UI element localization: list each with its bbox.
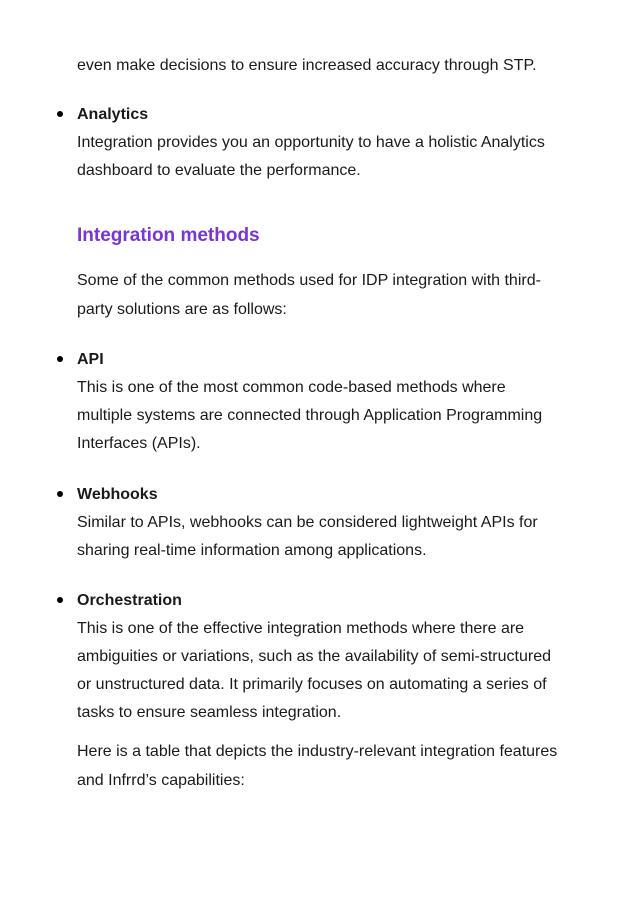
method-webhooks-title: Webhooks: [77, 486, 158, 503]
analytics-line-2: dashboard to evaluate the performance.: [77, 162, 361, 179]
method-api-line-1: This is one of the most common code-based methods where: [77, 379, 506, 396]
method-webhooks-line-1: Similar to APIs, webhooks can be considered lightweight APIs for: [77, 514, 538, 531]
bullet-icon: [57, 356, 63, 362]
analytics-line-1: Integration provides you an opportunity to have a holistic Analytics: [77, 134, 545, 151]
section-intro-line-1: Some of the common methods used for IDP integration with third-: [77, 272, 541, 289]
method-orchestration-title: Orchestration: [77, 592, 182, 609]
method-orchestration-line-4: tasks to ensure seamless integration.: [77, 704, 342, 721]
method-api-line-3: Interfaces (APIs).: [77, 435, 201, 452]
section-heading: Integration methods: [77, 225, 260, 246]
analytics-title: Analytics: [77, 106, 149, 123]
bullet-icon: [57, 491, 63, 497]
closing-line-1: Here is a table that depicts the industry-relevant integration features: [77, 743, 558, 760]
intro-line: even make decisions to ensure increased accuracy through STP.: [77, 57, 537, 74]
method-api-title: API: [77, 351, 104, 368]
bullet-icon: [57, 597, 63, 603]
method-orchestration-line-2: ambiguities or variations, such as the availability of semi-structured: [77, 648, 551, 665]
closing-line-2: and Infrrd’s capabilities:: [77, 772, 245, 789]
method-orchestration-line-3: or unstructured data. It primarily focuses on automating a series of: [77, 676, 547, 693]
method-orchestration-line-1: This is one of the effective integration methods where there are: [77, 620, 525, 637]
bullet-icon: [57, 111, 63, 117]
section-intro-line-2: party solutions are as follows:: [77, 301, 287, 318]
method-webhooks-line-2: sharing real-time information among applications.: [77, 542, 427, 559]
method-api-line-2: multiple systems are connected through Application Programming: [77, 407, 543, 424]
